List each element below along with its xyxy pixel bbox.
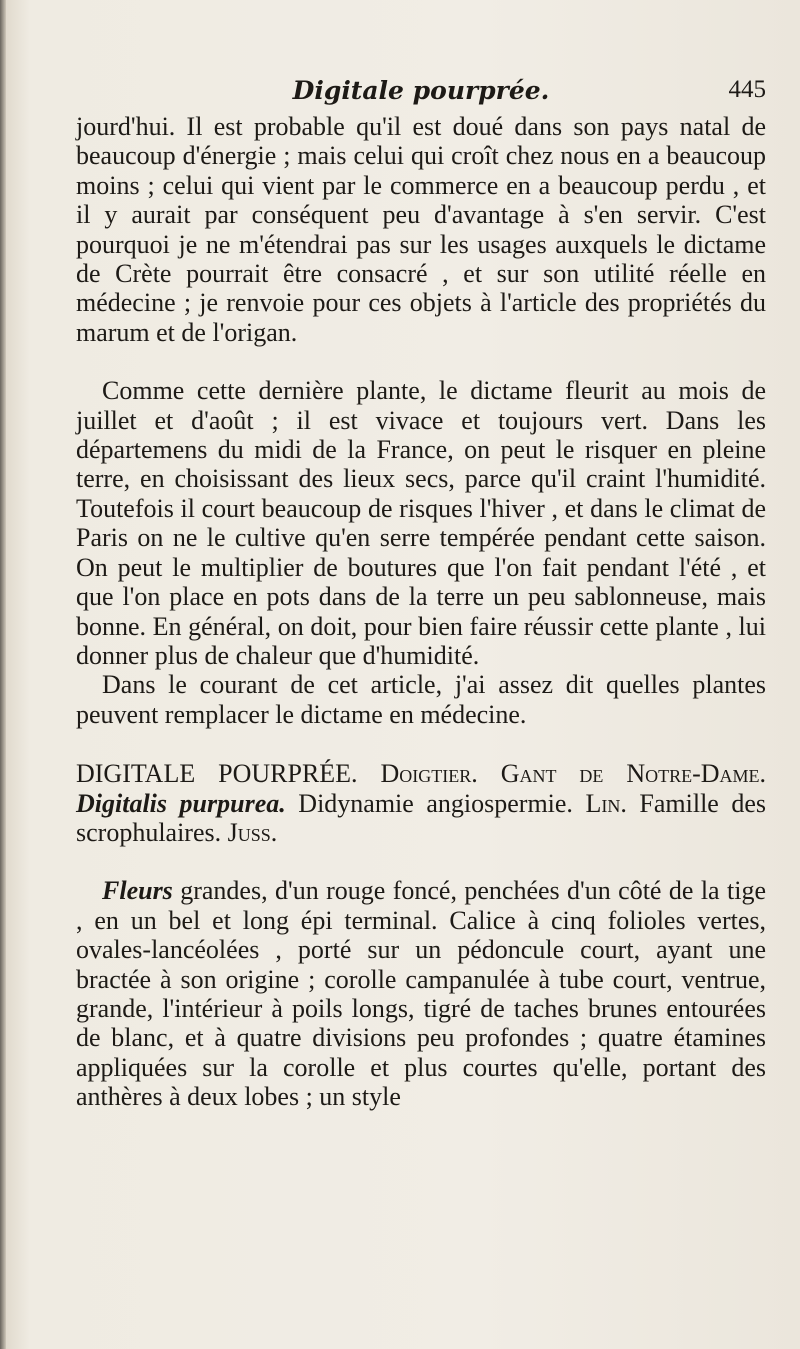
- entry-common-name-1: Doigtier.: [380, 759, 478, 789]
- entry-common-name-2: Gant de Notre-Dame.: [500, 759, 767, 789]
- paragraph-continuation: jourd'hui. Il est probable qu'il est doué dans son pays natal de beaucoup d'énergie ; mais celui qui croît chez nous en a beaucoup moins ; celui qui vient par le commerce en a beaucoup perdu , et il y aurait par conséquent peu d'avantage à s'en servir. C'est pourquoi je ne m'étendrai pas sur les usages auxquels le dictame de Crète pourrait être consacré , et sur son utilité réelle en médecine ; je renvoie pour ces objets à l'article des propriétés du marum et de l'origan.: [76, 112, 766, 347]
- paragraph-description: [76, 876, 766, 1111]
- description-text: grandes, d'un rouge foncé, penchées d'un côté de la tige , en un bel et long épi terminal. Calice à cinq folioles vertes, ovales-lancéolées , porté sur un pédoncule court, ayant une bractée à son origine ; corolle campanulée à tube court, ventrue, grande, l'intérieur à poils longs, tigré de taches brunes entourées de blanc, et à quatre divisions peu profondes ; quatre étamines appliquées sur la corolle et plus courtes qu'elle, portant des anthères à deux lobes ; un style: [76, 876, 766, 1112]
- page-number: 445: [728, 76, 766, 103]
- paragraph-cultivation: Comme cette dernière plante, le dictame fleurit au mois de juillet et d'août ; il est vivace et toujours vert. Dans les départemens du midi de la France, on peut le risquer en pleine terre, en choisissant des lieux secs, parce qu'il craint l'humidité. Toutefois il court beaucoup de risques l'hiver , et dans le climat de Paris on ne le cultive qu'en serre tempérée pendant cette saison. On peut le multiplier de boutures que l'on fait pendant l'été , et que l'on place en pots dans de la terre un peu sablonneuse, mais bonne. En général, on doit, pour bien faire réussir cette plante , lui donner plus de chaleur que d'humidité.: [76, 376, 766, 670]
- entry-classification: Didynamie angiospermie.: [298, 788, 573, 818]
- entry-heading: [76, 759, 766, 847]
- entry-name: DIGITALE POURPRÉE.: [76, 759, 358, 789]
- body-text: [76, 112, 766, 1112]
- page-header: [76, 72, 766, 112]
- description-lead: Fleurs: [102, 876, 173, 906]
- binding-edge: [0, 0, 6, 1349]
- entry-lin: Lin.: [585, 788, 627, 818]
- paragraph-substitutes: Dans le courant de cet article, j'ai assez dit quelles plantes peuvent remplacer le dictame en médecine.: [76, 670, 766, 729]
- entry-juss: Juss.: [227, 817, 278, 847]
- running-title: Digitale pourprée.: [292, 76, 550, 105]
- entry-latin-name: Digitalis purpurea.: [76, 788, 286, 818]
- entry-family: Famille des scrophulaires.: [76, 788, 767, 847]
